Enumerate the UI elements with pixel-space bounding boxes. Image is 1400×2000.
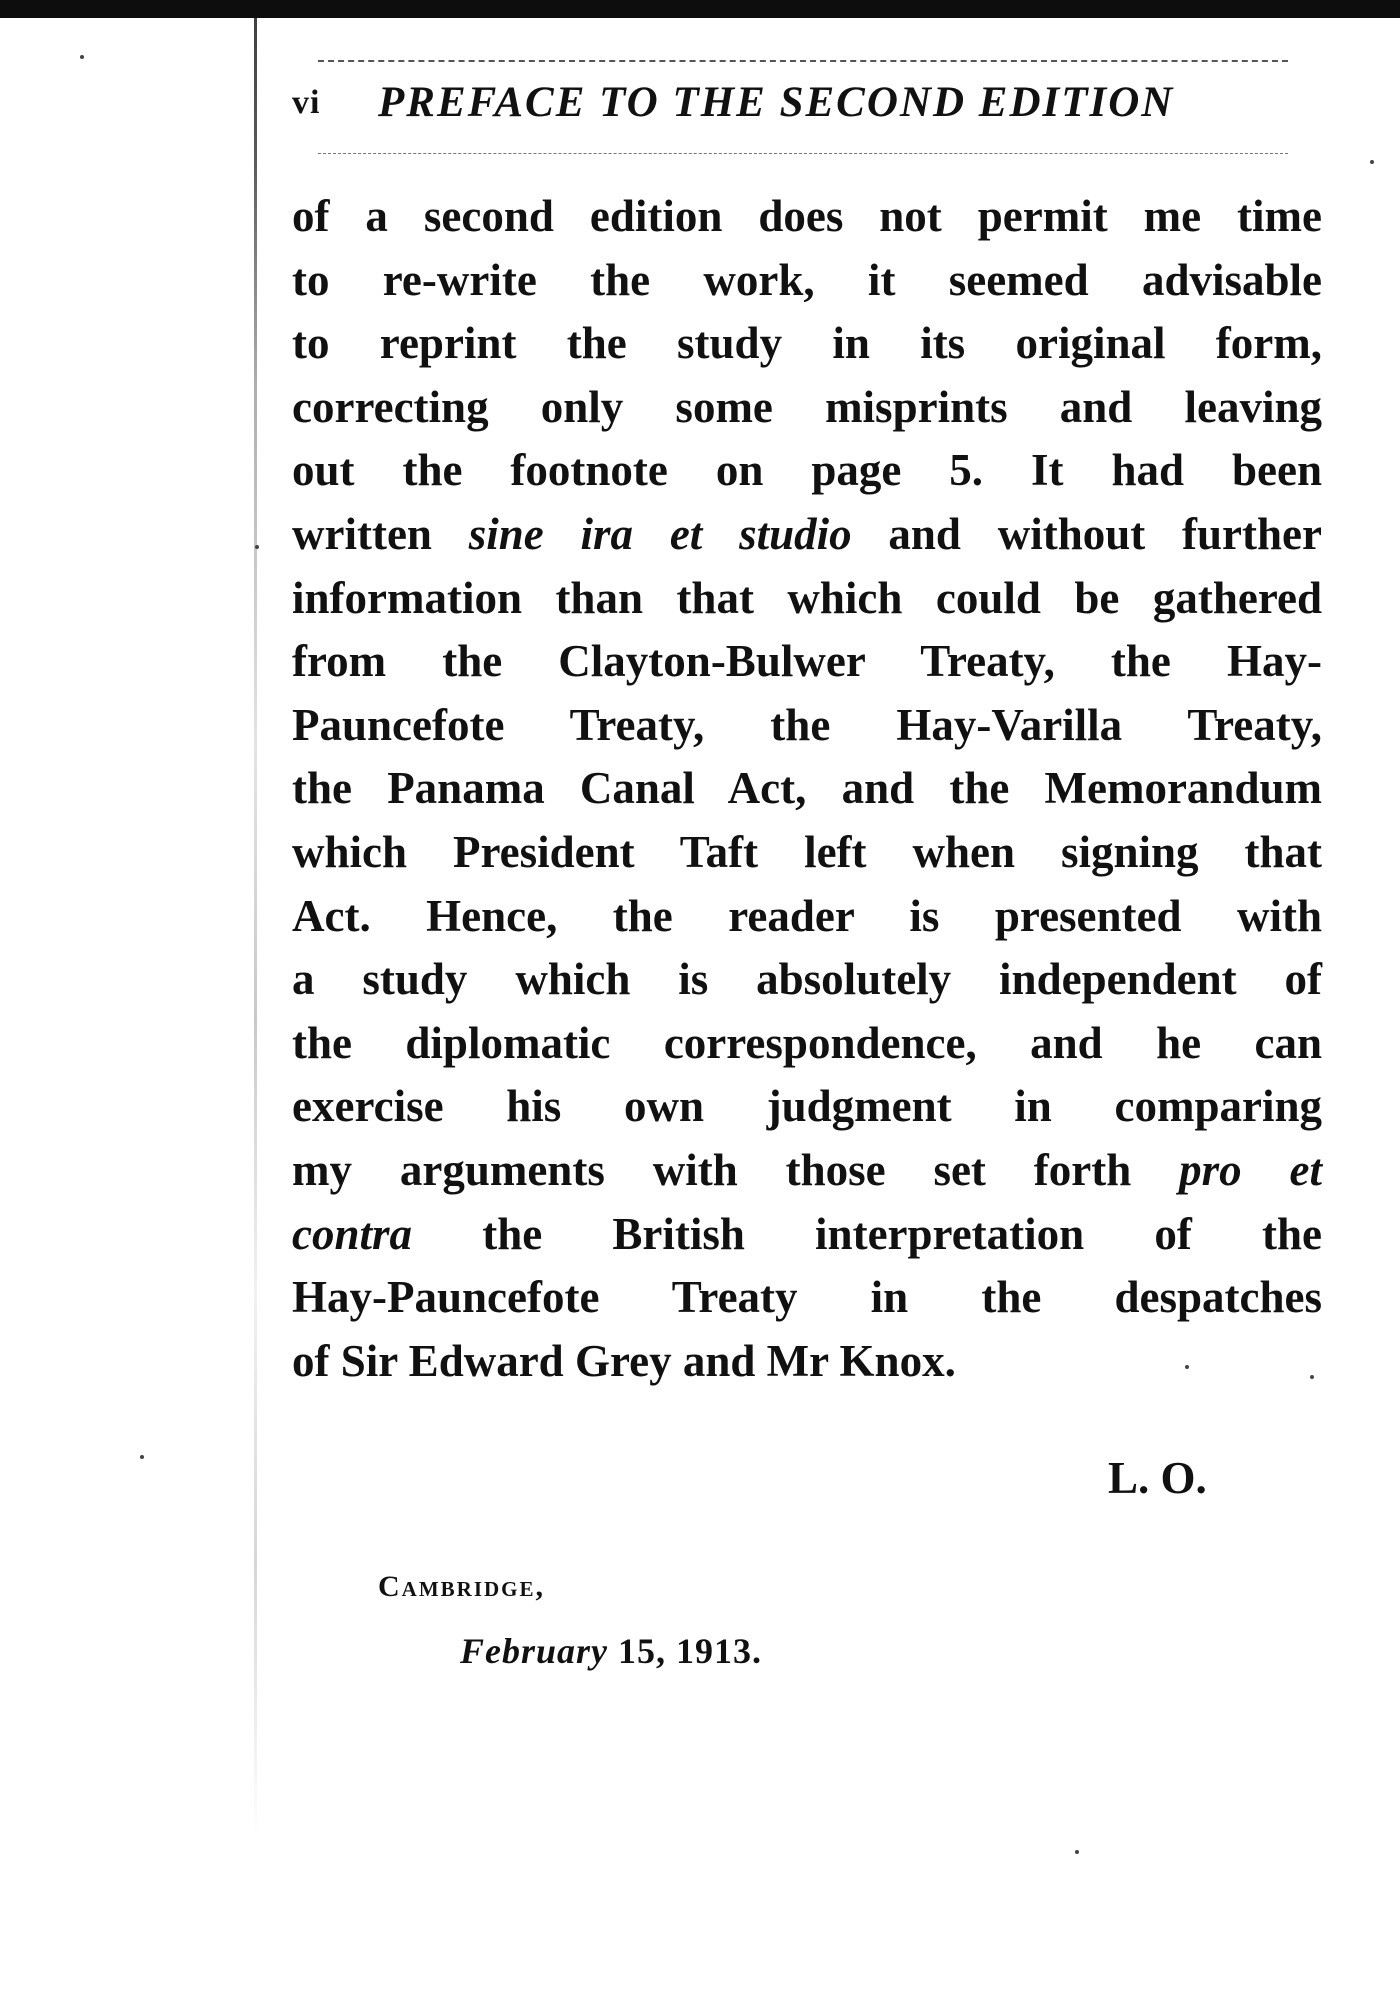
text-line [292, 503, 1322, 567]
scan-speck [1075, 1850, 1079, 1854]
scan-gutter-shadow [254, 18, 257, 1838]
text-line: correcting only some misprints and leaving [292, 381, 1322, 432]
text-line [292, 1203, 1322, 1267]
text-line: Pauncefote Treaty, the Hay-Varilla Treaty, [292, 699, 1322, 750]
text-line: the diplomatic correspondence, and he can [292, 1017, 1322, 1068]
text-line: to re-write the work, it seemed advisable [292, 254, 1322, 305]
preface-body [292, 185, 1322, 1393]
place-line: Cambridge, [378, 1570, 546, 1603]
text-line: from the Clayton-Bulwer Treaty, the Hay- [292, 636, 1322, 687]
text-fragment: my arguments with those set forth [292, 1144, 1132, 1195]
page-number: vi [292, 84, 321, 121]
author-initials: L. O. [1108, 1453, 1207, 1503]
header-rule-top [318, 60, 1288, 62]
running-title: PREFACE TO THE SECOND EDITION [378, 79, 1175, 126]
header-rule-bottom [318, 153, 1288, 154]
date-rest: 15, 1913. [618, 1631, 763, 1671]
text-fragment: and without further [888, 508, 1322, 559]
text-line: Act. Hence, the reader is presented with [292, 890, 1322, 941]
latin-phrase: pro et [1179, 1144, 1322, 1195]
text-line: information than that which could be gathered [292, 572, 1322, 623]
text-fragment: the British interpretation of the [482, 1208, 1322, 1259]
text-line: the Panama Canal Act, and the Memorandum [292, 763, 1322, 814]
text-line: of Sir Edward Grey and Mr Knox. [292, 1335, 956, 1386]
text-line: Hay-Pauncefote Treaty in the despatches [292, 1272, 1322, 1323]
latin-phrase: contra [292, 1208, 413, 1259]
text-line: out the footnote on page 5. It had been [292, 445, 1322, 496]
scan-speck [1310, 1375, 1314, 1379]
scan-speck [255, 545, 259, 549]
scan-speck [80, 55, 84, 59]
text-line: which President Taft left when signing that [292, 826, 1322, 877]
scan-speck [140, 1455, 144, 1459]
text-line [292, 1139, 1322, 1203]
text-line: a study which is absolutely independent of [292, 954, 1322, 1005]
text-line: to reprint the study in its original form, [292, 318, 1322, 369]
latin-phrase: sine ira et studio [468, 508, 852, 559]
running-header [292, 78, 1322, 138]
scan-speck [1185, 1365, 1189, 1369]
date-line [460, 1630, 762, 1672]
scan-speck [1370, 160, 1374, 164]
scan-top-edge [0, 0, 1400, 18]
text-line: of a second edition does not permit me time [292, 191, 1322, 241]
date-month: February [460, 1631, 609, 1671]
text-fragment: written [292, 508, 432, 559]
text-line: exercise his own judgment in comparing [292, 1081, 1322, 1132]
